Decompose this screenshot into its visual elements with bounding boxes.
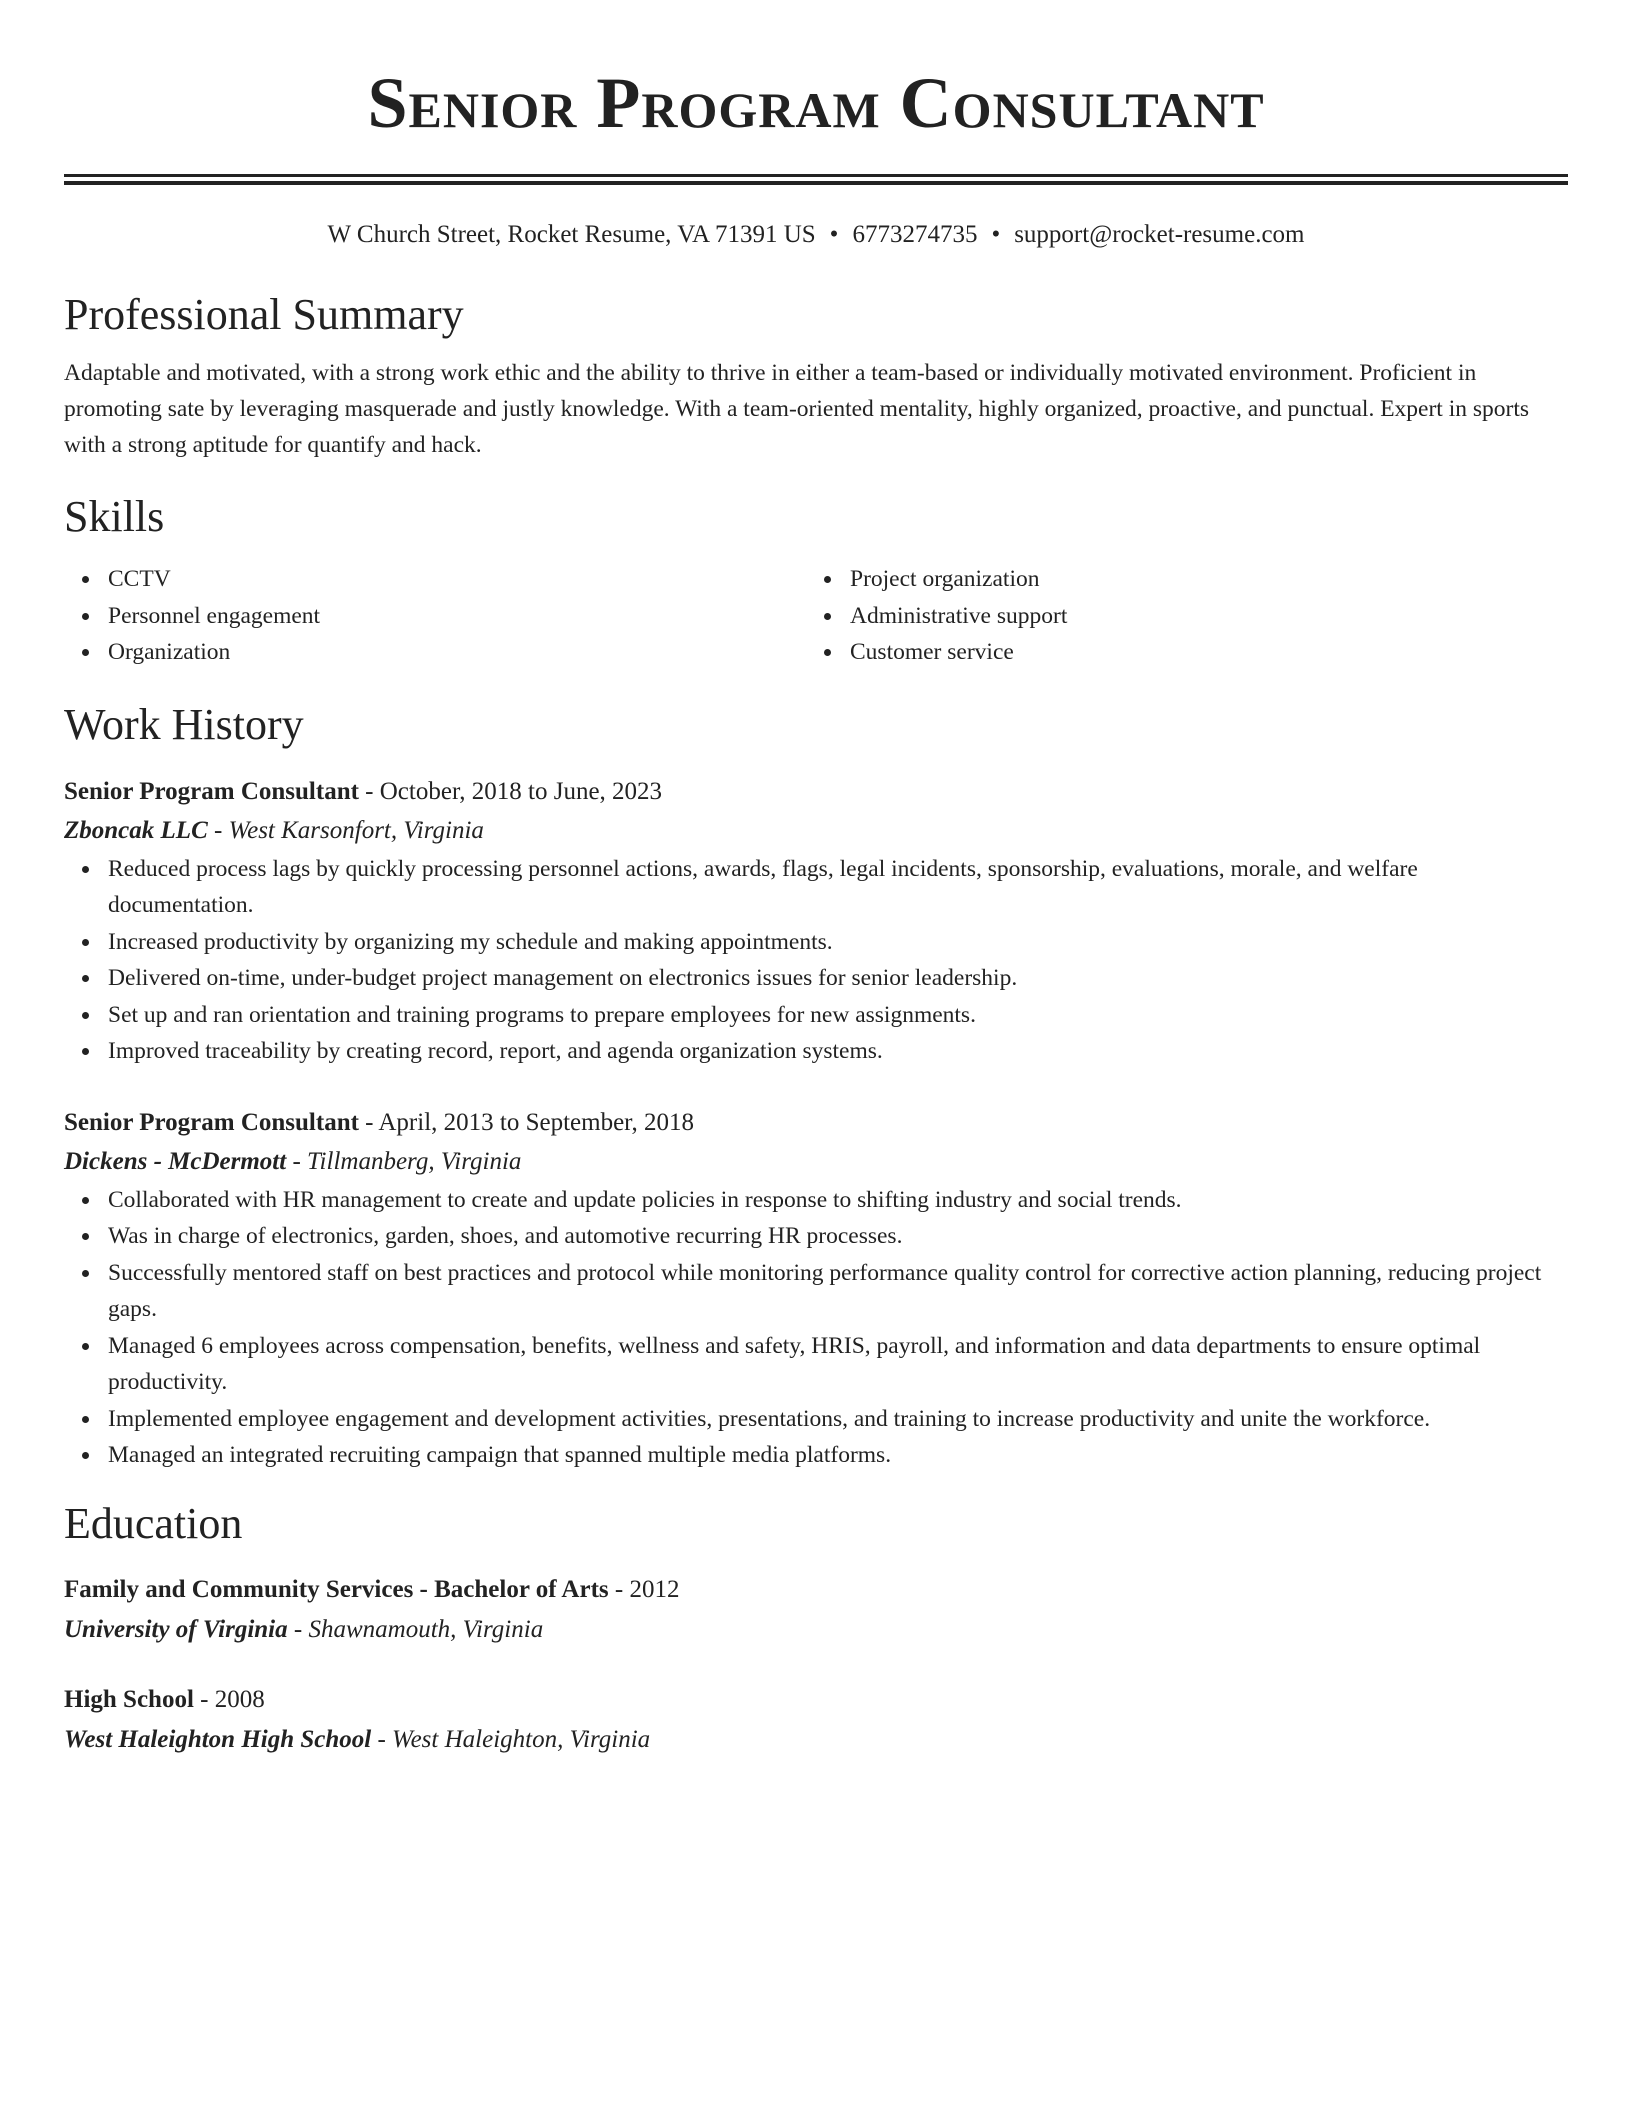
skill-item: Customer service	[850, 634, 1548, 671]
job-dates: - April, 2013 to September, 2018	[358, 1108, 694, 1136]
contact-line	[64, 219, 1568, 251]
education-location: - Shawnamouth, Virginia	[287, 1615, 544, 1643]
skill-item: Administrative support	[850, 598, 1548, 635]
contact-phone: 6773274735	[852, 221, 978, 248]
header-divider	[64, 174, 1568, 185]
job-duty: Reduced process lags by quickly processing personnel actions, awards, flags, legal incidents, sponsorship, evaluations, morale, and welfare documentation.	[108, 851, 1568, 924]
section-title-work-history: Work History	[64, 699, 304, 749]
summary-text: Adaptable and motivated, with a strong work ethic and the ability to thrive in either a team-based or individually motivated environment. Proficient in promoting sate by leveraging masquerade and justly knowledge. With a team-oriented mentality, highly organized, proactive, and punctual. Expert in sports with a strong aptitude for quantify and hack.	[64, 360, 1530, 458]
education-school: West Haleighton High School	[64, 1725, 372, 1753]
job-duty: Collaborated with HR management to create and update policies in response to shifting industry and social trends.	[108, 1182, 1568, 1219]
job-duty: Improved traceability by creating record, report, and agenda organization systems.	[108, 1033, 1568, 1070]
education-degree-line	[64, 1570, 1568, 1610]
contact-separator: •	[829, 221, 839, 248]
education-entry	[64, 1680, 1568, 1760]
contact-email: support@rocket-resume.com	[1014, 221, 1305, 248]
skill-item: CCTV	[108, 561, 806, 598]
job-duty: Increased productivity by organizing my schedule and making appointments.	[108, 924, 1568, 961]
job-dates: - October, 2018 to June, 2023	[358, 777, 663, 805]
job-role: Senior Program Consultant	[64, 777, 359, 805]
contact-address: W Church Street, Rocket Resume, VA 71391 US	[327, 221, 816, 248]
skills-list	[806, 561, 1548, 671]
education-school-line	[64, 1720, 1568, 1760]
job-entry	[64, 1104, 1568, 1474]
job-duties-list	[64, 1182, 1568, 1474]
education-school-line	[64, 1610, 1568, 1650]
job-company-line	[64, 1142, 1568, 1182]
education-school: University of Virginia	[64, 1615, 288, 1643]
job-company: Zboncak LLC	[64, 816, 208, 844]
job-duty: Was in charge of electronics, garden, shoes, and automotive recurring HR processes.	[108, 1218, 1568, 1255]
education-year: - 2012	[608, 1575, 680, 1603]
job-company: Dickens - McDermott	[64, 1147, 287, 1175]
skills-column-right	[806, 561, 1548, 671]
job-location: - West Karsonfort, Virginia	[207, 816, 484, 844]
section-title-summary: Professional Summary	[64, 290, 464, 339]
job-duties-list	[64, 851, 1568, 1070]
skills-grid	[64, 561, 1568, 671]
education-year: - 2008	[193, 1685, 265, 1713]
candidate-name: Senior Program Consultant	[367, 63, 1265, 143]
education-degree: Family and Community Services - Bachelor of Arts	[64, 1575, 609, 1603]
skills-column-left	[64, 561, 806, 671]
job-role: Senior Program Consultant	[64, 1108, 359, 1136]
skill-item: Organization	[108, 634, 806, 671]
job-company-line	[64, 811, 1568, 851]
section-title-education: Education	[64, 1498, 243, 1548]
job-duty: Managed an integrated recruiting campaign that spanned multiple media platforms.	[108, 1437, 1568, 1474]
job-duty: Successfully mentored staff on best practices and protocol while monitoring performance quality control for corrective action planning, reducing project gaps.	[108, 1255, 1568, 1328]
education-degree: High School	[64, 1685, 194, 1713]
skill-item: Personnel engagement	[108, 598, 806, 635]
job-title-line	[64, 773, 1568, 811]
job-duty: Implemented employee engagement and development activities, presentations, and training to increase productivity and unite the workforce.	[108, 1401, 1568, 1438]
education-entry	[64, 1570, 1568, 1650]
section-title-skills: Skills	[64, 492, 165, 541]
job-duty: Set up and ran orientation and training programs to prepare employees for new assignments.	[108, 997, 1568, 1034]
education-degree-line	[64, 1680, 1568, 1720]
job-duty: Managed 6 employees across compensation, benefits, wellness and safety, HRIS, payroll, and information and data departments to ensure optimal productivity.	[108, 1328, 1568, 1401]
job-duty: Delivered on-time, under-budget project management on electronics issues for senior leadership.	[108, 960, 1568, 997]
contact-separator: •	[991, 221, 1001, 248]
job-title-line	[64, 1104, 1568, 1142]
skills-list	[64, 561, 806, 671]
education-location: - West Haleighton, Virginia	[371, 1725, 651, 1753]
job-entry	[64, 773, 1568, 1070]
job-location: - Tillmanberg, Virginia	[286, 1147, 522, 1175]
skill-item: Project organization	[850, 561, 1548, 598]
